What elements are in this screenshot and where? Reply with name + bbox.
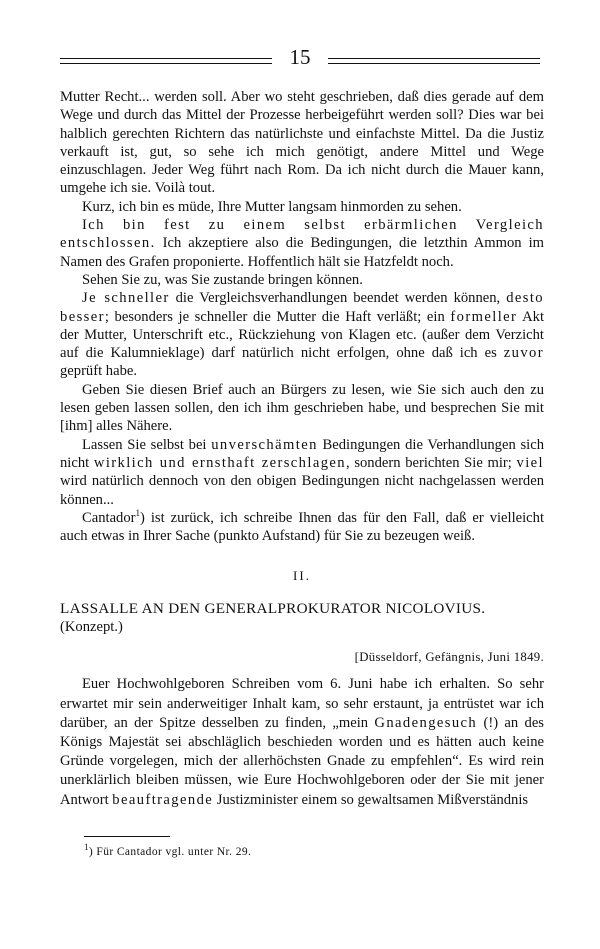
letter-title: LASSALLE AN DEN GENERALPROKURATOR NICOLOVIUS. [60,600,486,618]
paragraph-3: Ich bin fest zu einem selbst erbärmlichen Vergleich entschlossen. Ich akzeptiere also die Bedingungen, die letzthin Ammon im Namen des Grafen proponierte. Hoffentlich hält sie Hatzfeldt noch. [60,217,544,270]
main-text [60,88,544,810]
header-rule-right [328,58,540,64]
spaced-emphasis: wirklich und ernsthaft zerschlagen [93,454,346,471]
paragraph-2: Kurz, ich bin es müde, Ihre Mutter langsam hinmorden zu sehen. [82,198,462,215]
spaced-emphasis: Ich bin fest zu einem selbst erbärmlichen Vergleich entschlossen. [60,217,544,252]
paragraph-6: Geben Sie diesen Brief auch an Bürgers zu lesen, wie Sie sich auch den zu lesen geben lassen sollen, den ich ihm geschrieben habe, und besprechen Sie mit [ihm] alles Nähere. [60,381,544,435]
footnote-marker: 1 [84,842,89,853]
spaced-emphasis: unverschämten [211,436,318,453]
page-header [60,46,540,72]
letter-body [60,675,544,809]
letter-subtitle: (Konzept.) [60,619,123,636]
paragraph-4: Sehen Sie zu, was Sie zustande bringen können. [82,271,363,288]
spaced-emphasis: zuvor [503,345,544,362]
letter-dateline: [Düsseldorf, Gefängnis, Juni 1849. [354,650,544,665]
letter-number: II. [293,568,311,584]
footnote: $^1$) Für Cantador vgl. unter Nr. 29. [84,842,252,858]
letter-paragraph: Euer Hochwohlgeboren Schreiben vom 6. Juni habe ich erhalten. So sehr erwartet mir sein anderweitiger Inhalt kam, so sehr erstaunt, ja entrüstet war ich darüber, an der Spitze desselben zu finden, „mein Gnadengesuch (!) an des Königs Majestät sei abschläglich beschieden worden und es hätten auch keine Gründe vorgelegen, mich der allerhöchsten Gnade zu empfehlen“. Es wird rein unerklärlich bleiben müssen, wie Eure Hochwohlgeboren oder der Sie mit jener Antwort beauftragende Justizminister einem so gewaltsamen Mißverständnis [60,676,544,808]
paragraph-7: Lassen Sie selbst bei unverschämten Bedingungen die Verhandlungen sich nicht wirklich und ernsthaft zerschlagen, sondern berichten Sie mir; viel wird natürlich dennoch von den obigen Bedingungen nicht nachgelassen werden können... [60,436,544,508]
paragraph-5: Je schneller die Vergleichsverhandlungen beendet werden können, desto besser; besonders je schneller die Mutter die Haft verläßt; ein formeller Akt der Mutter, Unterschrift etc., Rückziehung von Klagen etc. (außer dem Verzicht auf die Kalumnieklage) darf natürlich nicht erfolgen, ohne daß ich es zuvor geprüft habe. [60,290,544,380]
spaced-emphasis: beauftragende [112,791,214,808]
header-rule-left [60,58,272,64]
spaced-emphasis: desto besser [60,290,544,325]
spaced-emphasis: Je schneller [82,290,170,307]
spaced-emphasis: formeller [450,308,518,325]
paragraph-1: Mutter Recht... werden soll. Aber wo steht geschrieben, daß dies gerade auf dem Wege und durch das Mittel der Prozesse herbeigeführt werden soll? Dies war bei halblich gerechten Richtern das natürlichste und einfachste Mittel. Da die Justiz verkauft ist, gut, so sehe ich mich genötigt, andere Mittel und Wege einzuschlagen. Jeder Weg führt nach Rom. Da ich nicht durch die Mauer kann, umgehe ich sie. Voilà tout. [60,89,544,197]
footnote-rule [84,836,170,837]
footnote-reference: 1 [135,507,140,518]
paragraph-8: Cantador$^1$) ist zurück, ich schreibe Ihnen das für den Fall, daß er vielleicht auch etwas in Ihrer Sache (punkto Aufstand) für Sie zu bezeugen weiß. [60,507,544,545]
spaced-emphasis: viel [516,454,544,471]
page-number: 15 [289,45,311,69]
spaced-emphasis: Gnadengesuch [374,714,478,731]
